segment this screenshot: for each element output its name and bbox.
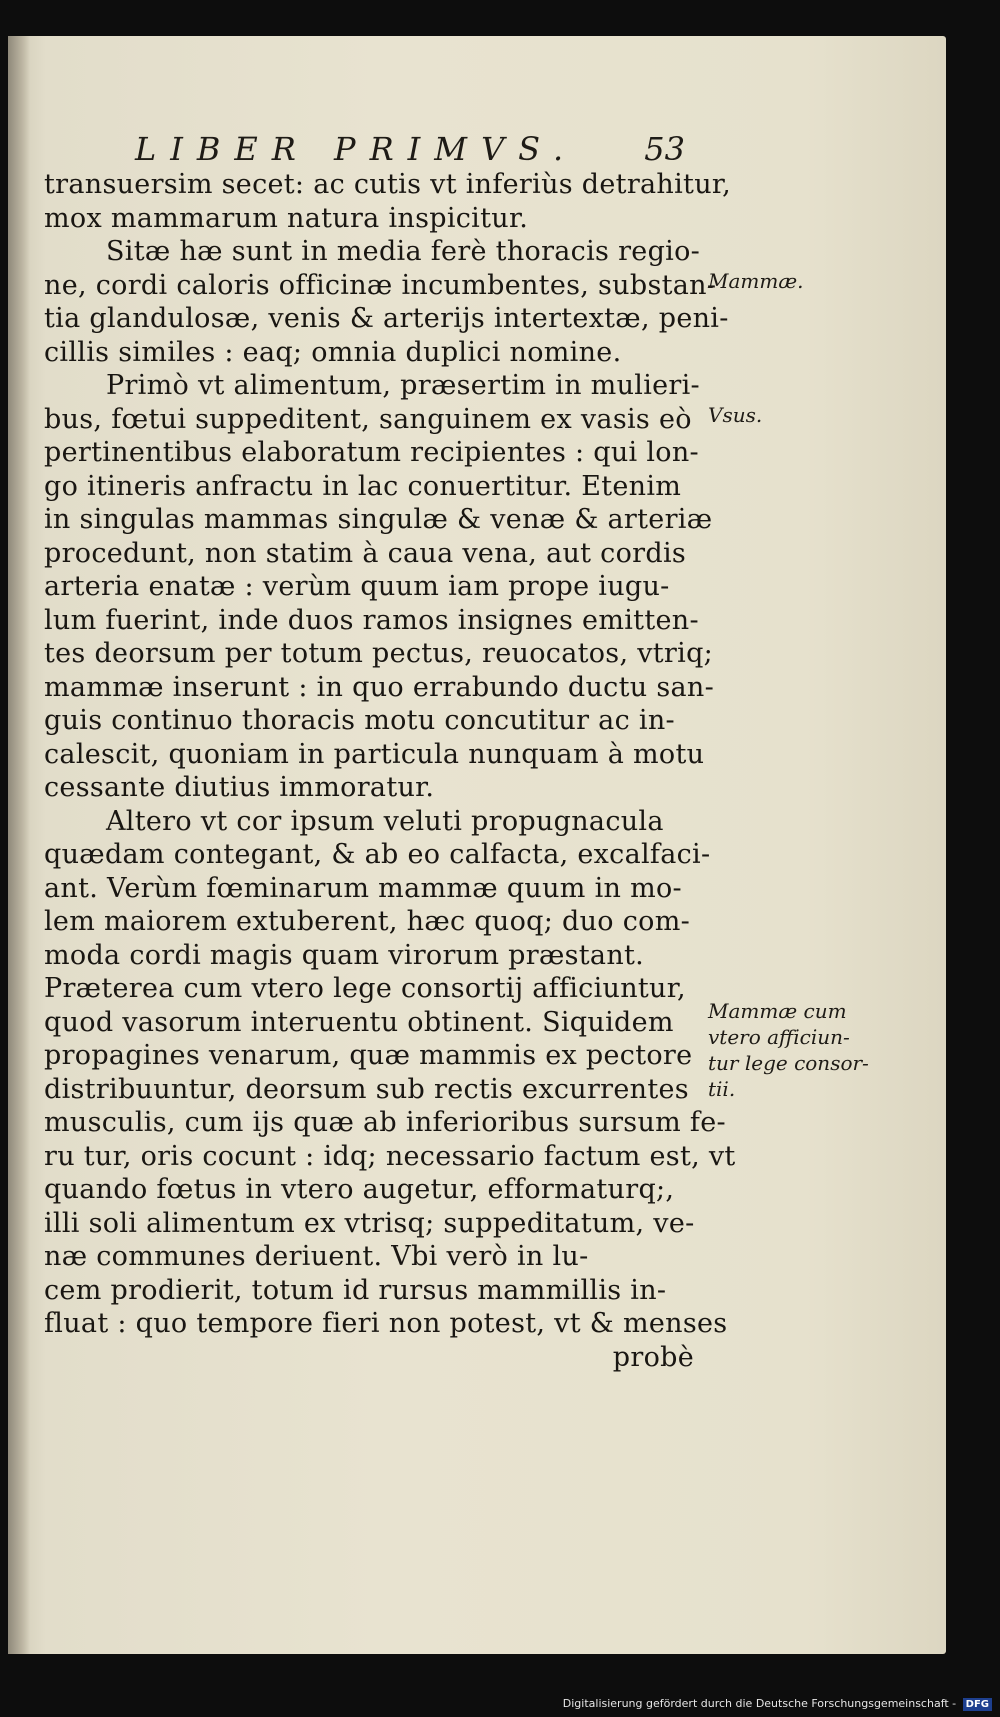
margin-note-consortium: [708, 998, 869, 1102]
text-line: propagines venarum, quæ mammis ex pectore: [44, 1040, 693, 1071]
text-line: cessante diutius immoratur.: [44, 772, 435, 803]
text-line: mammæ inserunt : in quo errabundo ductu san-: [44, 671, 714, 703]
text-line: tia glandulosæ, venis & arterijs intertextæ, peni-: [44, 303, 729, 334]
margin-note-line: Mammæ.: [708, 269, 804, 293]
text-line: Altero vt cor ipsum veluti propugnacula: [106, 805, 664, 837]
dfg-logo: DFG: [963, 1698, 992, 1711]
text-line: moda cordi magis quam virorum præstant.: [44, 939, 645, 971]
text-line: lum fuerint, inde duos ramos insignes emitten-: [44, 604, 699, 636]
text-line: ru tur, oris cocunt : idq; necessario factum est, vt: [44, 1140, 736, 1172]
text-line: transuersim secet: ac cutis vt inferiùs detrahitur,: [44, 169, 732, 200]
text-line: lem maiorem extuberent, hæc quoq; duo com-: [44, 906, 691, 937]
text-line: ant. Verùm fœminarum mammæ quum in mo-: [44, 872, 682, 904]
running-header: [135, 130, 685, 168]
book-page: [8, 36, 946, 1654]
page-number: 53: [644, 130, 685, 168]
text-line: quædam contegant, & ab eo calfacta, excalfaci-: [44, 839, 711, 870]
margin-note-line: tur lege consor-: [708, 1051, 869, 1075]
text-line: distribuuntur, deorsum sub rectis excurrentes: [44, 1073, 689, 1105]
catchword: probè: [612, 1341, 694, 1373]
text-line: quod vasorum interuentu obtinent. Siquidem: [44, 1006, 674, 1038]
credit-text: Digitalisierung gefördert durch die Deutsche Forschungsgemeinschaft -: [562, 1697, 957, 1710]
text-line: calescit, quoniam in particula nunquam à motu: [44, 738, 705, 770]
text-line: quando fœtus in vtero augetur, efformaturq;,: [44, 1174, 675, 1205]
text-line: bus, fœtui suppeditent, sanguinem ex vasis eò: [44, 403, 692, 435]
text-line: mox mammarum natura inspicitur.: [44, 202, 529, 234]
text-line: Sitæ hæ sunt in media ferè thoracis regio-: [106, 236, 701, 267]
margin-note-line: vtero afficiun-: [708, 1025, 850, 1049]
page-gutter-shadow: [8, 36, 30, 1654]
text-line: næ communes deriuent. Vbi verò in lu-: [44, 1241, 589, 1272]
text-line: Præterea cum vtero lege consortij afficiuntur,: [44, 973, 686, 1004]
digitization-credit: [563, 1697, 992, 1711]
margin-note-line: Mammæ cum: [708, 999, 847, 1023]
running-title: LIBER PRIMVS.: [135, 130, 578, 168]
text-line: in singulas mammas singulæ & venæ & arteriæ: [44, 504, 713, 535]
text-line: Primò vt alimentum, præsertim in mulieri-: [106, 370, 700, 401]
margin-note-line: tii.: [708, 1077, 736, 1101]
margin-note-line: Vsus.: [708, 403, 763, 427]
text-line: guis continuo thoracis motu concutitur ac in-: [44, 705, 675, 736]
text-line: illi soli alimentum ex vtrisq; suppeditatum, ve-: [44, 1207, 695, 1239]
text-line: cillis similes : eaq; omnia duplici nomine.: [44, 336, 622, 368]
margin-note-usus: [708, 402, 762, 428]
text-line: procedunt, non statim à caua vena, aut cordis: [44, 537, 687, 569]
margin-note-mammae: [708, 268, 804, 294]
text-line: pertinentibus elaboratum recipientes : qui lon-: [44, 437, 699, 468]
text-line: arteria enatæ : verùm quum iam prope iugu-: [44, 571, 670, 602]
text-line: fluat : quo tempore fieri non potest, vt & menses: [44, 1308, 728, 1339]
text-line: ne, cordi caloris officinæ incumbentes, substan-: [44, 269, 717, 301]
text-line: cem prodierit, totum id rursus mammillis in-: [44, 1274, 667, 1306]
text-line: go itineris anfractu in lac conuertitur. Etenim: [44, 470, 682, 502]
text-line: tes deorsum per totum pectus, reuocatos, vtriq;: [44, 638, 714, 669]
text-line: musculis, cum ijs quæ ab inferioribus sursum fe-: [44, 1107, 726, 1138]
